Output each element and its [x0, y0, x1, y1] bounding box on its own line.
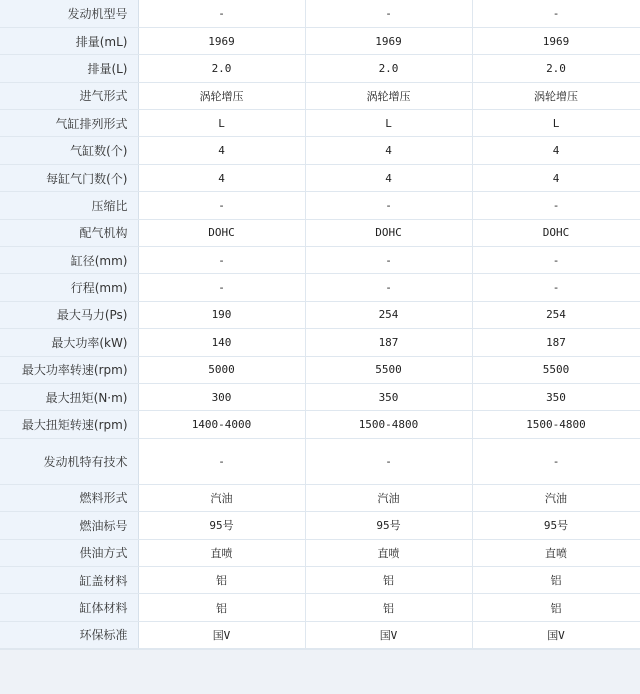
spec-value-col-2: 涡轮增压	[305, 82, 472, 109]
table-row	[0, 247, 640, 274]
spec-value-col-1: 1400-4000	[138, 411, 305, 438]
spec-value-col-2: -	[305, 274, 472, 301]
spec-value-col-1: -	[138, 438, 305, 484]
spec-value-col-2: 4	[305, 137, 472, 164]
table-row	[0, 274, 640, 301]
spec-value-col-1: DOHC	[138, 219, 305, 246]
table-row	[0, 55, 640, 82]
spec-value-col-2: -	[305, 438, 472, 484]
table-row	[0, 383, 640, 410]
row-label: 环保标准	[0, 621, 138, 648]
row-label: 发动机特有技术	[0, 438, 138, 484]
row-label: 最大扭矩(N·m)	[0, 383, 138, 410]
spec-value-col-1: 300	[138, 383, 305, 410]
table-row	[0, 411, 640, 438]
spec-value-col-2: 直喷	[305, 539, 472, 566]
table-row	[0, 164, 640, 191]
spec-value-col-1: 1969	[138, 27, 305, 54]
table-row	[0, 438, 640, 484]
spec-value-col-3: DOHC	[472, 219, 640, 246]
spec-value-col-3: -	[472, 192, 640, 219]
table-row	[0, 512, 640, 539]
row-label: 燃料形式	[0, 484, 138, 511]
spec-value-col-1: -	[138, 192, 305, 219]
table-row	[0, 0, 640, 27]
table-row	[0, 329, 640, 356]
table-row	[0, 594, 640, 621]
spec-value-col-1: L	[138, 110, 305, 137]
spec-value-col-1: 涡轮增压	[138, 82, 305, 109]
row-label: 最大功率转速(rpm)	[0, 356, 138, 383]
spec-value-col-3: 5500	[472, 356, 640, 383]
spec-value-col-3: 汽油	[472, 484, 640, 511]
spec-value-col-3: 铝	[472, 594, 640, 621]
spec-value-col-3: -	[472, 274, 640, 301]
spec-value-col-3: -	[472, 0, 640, 27]
row-label: 排量(mL)	[0, 27, 138, 54]
row-label: 最大扭矩转速(rpm)	[0, 411, 138, 438]
table-row	[0, 219, 640, 246]
spec-value-col-1: 4	[138, 164, 305, 191]
spec-value-col-3: 95号	[472, 512, 640, 539]
row-label: 进气形式	[0, 82, 138, 109]
row-label: 缸径(mm)	[0, 247, 138, 274]
spec-value-col-3: 国V	[472, 621, 640, 648]
row-label: 缸盖材料	[0, 566, 138, 593]
table-row	[0, 27, 640, 54]
spec-value-col-1: 4	[138, 137, 305, 164]
spec-value-col-2: -	[305, 0, 472, 27]
row-label: 最大马力(Ps)	[0, 301, 138, 328]
spec-value-col-2: 5500	[305, 356, 472, 383]
spec-value-col-2: 汽油	[305, 484, 472, 511]
spec-value-col-2: 254	[305, 301, 472, 328]
spec-value-col-3: L	[472, 110, 640, 137]
spec-value-col-1: 140	[138, 329, 305, 356]
row-label: 每缸气门数(个)	[0, 164, 138, 191]
row-label: 供油方式	[0, 539, 138, 566]
spec-value-col-3: 直喷	[472, 539, 640, 566]
table-row	[0, 566, 640, 593]
table-row	[0, 192, 640, 219]
spec-value-col-2: 187	[305, 329, 472, 356]
row-label: 压缩比	[0, 192, 138, 219]
spec-value-col-1: 铝	[138, 594, 305, 621]
table-row	[0, 484, 640, 511]
spec-value-col-2: 350	[305, 383, 472, 410]
spec-value-col-2: -	[305, 247, 472, 274]
spec-value-col-3: 1969	[472, 27, 640, 54]
table-row	[0, 82, 640, 109]
spec-value-col-1: 190	[138, 301, 305, 328]
spec-value-col-3: 1500-4800	[472, 411, 640, 438]
table-row	[0, 110, 640, 137]
spec-value-col-2: 铝	[305, 566, 472, 593]
row-label: 配气机构	[0, 219, 138, 246]
spec-value-col-1: 5000	[138, 356, 305, 383]
spec-value-col-1: 铝	[138, 566, 305, 593]
spec-value-col-2: 2.0	[305, 55, 472, 82]
spec-value-col-3: -	[472, 438, 640, 484]
spec-value-col-2: L	[305, 110, 472, 137]
spec-value-col-1: -	[138, 274, 305, 301]
row-label: 气缸排列形式	[0, 110, 138, 137]
spec-value-col-1: 95号	[138, 512, 305, 539]
table-row	[0, 621, 640, 648]
spec-value-col-2: 1969	[305, 27, 472, 54]
spec-value-col-3: 187	[472, 329, 640, 356]
row-label: 气缸数(个)	[0, 137, 138, 164]
row-label: 最大功率(kW)	[0, 329, 138, 356]
spec-value-col-3: 350	[472, 383, 640, 410]
table-row	[0, 137, 640, 164]
spec-value-col-3: 涡轮增压	[472, 82, 640, 109]
table-row	[0, 301, 640, 328]
spec-value-col-3: 254	[472, 301, 640, 328]
table-row	[0, 539, 640, 566]
spec-value-col-2: -	[305, 192, 472, 219]
spec-value-col-2: 4	[305, 164, 472, 191]
row-label: 排量(L)	[0, 55, 138, 82]
spec-value-col-1: 直喷	[138, 539, 305, 566]
spec-value-col-1: 2.0	[138, 55, 305, 82]
spec-value-col-3: 铝	[472, 566, 640, 593]
table-row	[0, 356, 640, 383]
spec-value-col-2: 国V	[305, 621, 472, 648]
row-label: 行程(mm)	[0, 274, 138, 301]
spec-value-col-1: -	[138, 0, 305, 27]
spec-value-col-3: 2.0	[472, 55, 640, 82]
spec-value-col-3: 4	[472, 164, 640, 191]
spec-value-col-1: -	[138, 247, 305, 274]
row-label: 燃油标号	[0, 512, 138, 539]
row-label: 缸体材料	[0, 594, 138, 621]
spec-value-col-1: 汽油	[138, 484, 305, 511]
row-label: 发动机型号	[0, 0, 138, 27]
spec-value-col-1: 国V	[138, 621, 305, 648]
spec-value-col-3: -	[472, 247, 640, 274]
spec-value-col-2: DOHC	[305, 219, 472, 246]
spec-value-col-2: 95号	[305, 512, 472, 539]
spec-value-col-2: 1500-4800	[305, 411, 472, 438]
table-footer-area	[0, 649, 640, 694]
spec-value-col-3: 4	[472, 137, 640, 164]
spec-value-col-2: 铝	[305, 594, 472, 621]
